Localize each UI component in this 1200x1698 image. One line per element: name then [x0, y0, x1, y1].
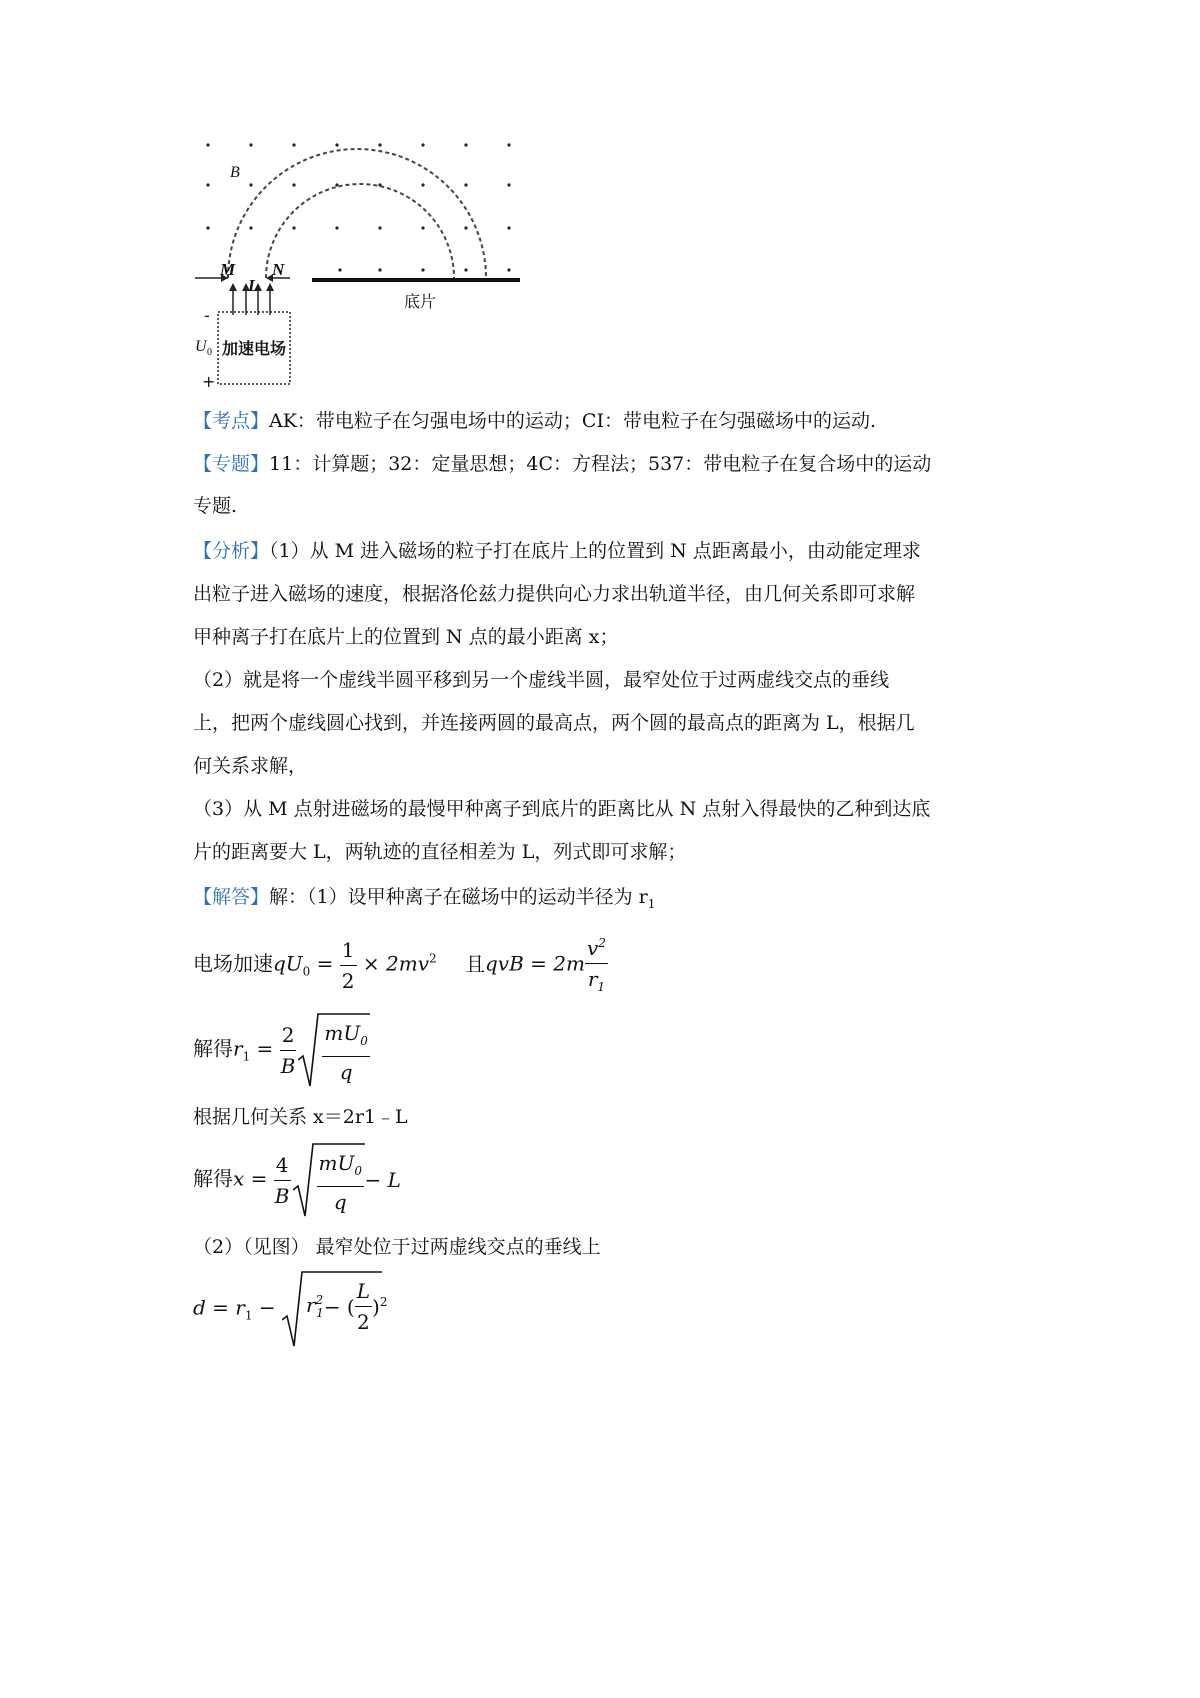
equation-x [193, 1142, 401, 1218]
part2-text: （2）（见图） 最窄处位于过两虚线交点的垂线上 [193, 1236, 601, 1258]
eq1-vnum [585, 928, 608, 964]
label-M: M [220, 260, 236, 279]
eq3-x: x = [233, 1166, 274, 1191]
eq2-den: B [280, 1053, 296, 1078]
eq1-num: 1 [340, 935, 357, 966]
eq2-sqrt-fraction [322, 1018, 369, 1087]
eq4-r-sub: 1 [316, 1306, 324, 1320]
zhuanti-tag: 【专题】 [193, 453, 270, 475]
eq1-fraction [340, 935, 357, 996]
eq2-sqrt [298, 1012, 370, 1088]
label-U0-sub: 0 [207, 347, 212, 358]
eq2-r: r [233, 1036, 243, 1061]
jieda-text-1: 解：（1）设甲种离子在磁场中的运动半径为 r [269, 886, 648, 908]
eq1-vden-sub: 1 [597, 980, 606, 994]
fenxi-text-2: 出粒子进入磁场的速度，根据洛伦兹力提供向心力求出轨道半径，由几何关系即可求解 [193, 583, 916, 605]
eq1-qvb: qvB = 2m [485, 951, 585, 976]
eq1-vnum-sup: 2 [598, 936, 606, 950]
eq2-snum-text: mU [324, 1021, 361, 1045]
eq2-fraction [280, 1020, 297, 1081]
label-film: 底片 [404, 292, 437, 311]
eq1-lhs-sub: 0 [302, 964, 311, 979]
equation-r1 [193, 1012, 370, 1088]
jieda-tag: 【解答】 [193, 886, 270, 908]
fenxi-text-4: （2）就是将一个虚线半圆平移到另一个虚线半圆，最窄处位于过两虚线交点的垂线 [193, 669, 890, 691]
eq4-den: 2 [357, 1310, 370, 1334]
fenxi-line [193, 538, 921, 564]
eq4-r-text: r [305, 1293, 316, 1317]
eq3-den: B [274, 1183, 290, 1208]
eq2-num: 2 [280, 1020, 297, 1051]
geometry-relation: 根据几何关系 x＝2r1﹣L [193, 1106, 408, 1128]
eq4-r-sup: 2 [315, 1293, 324, 1307]
jieda-r1-sub: 1 [647, 897, 656, 911]
fenxi-text-8: 片的距离要大 L，两轨迹的直径相差为 L，列式即可求解； [193, 841, 687, 863]
eq4-num: L [355, 1276, 372, 1307]
magnetic-field-figure [190, 125, 550, 405]
eq2-snum-sub: 0 [360, 1034, 368, 1048]
kaodian-line [193, 408, 876, 434]
fenxi-text-1: （1）从 M 进入磁场的粒子打在底片上的位置到 N 点距离最小，由动能定理求 [269, 540, 921, 562]
label-accel-field: 加速电场 [222, 339, 287, 358]
jieda-line [193, 884, 655, 917]
equation-d [193, 1270, 388, 1348]
eq1-rest: × 2mv [356, 951, 429, 976]
label-B: B [230, 164, 240, 181]
eq4-fraction [355, 1276, 372, 1337]
eq1-vden [585, 964, 608, 1002]
eq4-close [372, 1295, 387, 1319]
fenxi-text-5: 上，把两个虚线圆心找到，并连接两圆的最高点，两个圆的最高点的距离为 L，根据几 [193, 712, 915, 734]
eq3-sden: q [333, 1190, 347, 1214]
eq4-mid: − ( [323, 1294, 355, 1319]
eq4-sqrt [282, 1270, 388, 1348]
eq1-lhs: qU [273, 951, 303, 976]
label-minus: - [204, 306, 210, 325]
kaodian-text: AK：带电粒子在匀强电场中的运动；CI：带电粒子在匀强磁场中的运动. [269, 410, 877, 432]
eq1-vden-text: r [587, 967, 598, 991]
eq3-prefix: 解得 [193, 1166, 233, 1191]
eq3-tail: − L [364, 1168, 401, 1192]
fenxi-text-7: （3）从 M 点射进磁场的最慢甲种离子到底片的距离比从 N 点射入得最快的乙种到达底 [193, 798, 931, 820]
eq4-close-sup: 2 [379, 1294, 388, 1309]
eq4-close-text: ) [372, 1294, 380, 1319]
eq3-sqrt [293, 1142, 365, 1218]
eq1-and: 且 [465, 951, 485, 976]
zhuanti-line [193, 451, 931, 477]
eq3-num: 4 [274, 1150, 291, 1181]
equation-accel [193, 928, 608, 1002]
eq1-equals: = [310, 951, 340, 976]
eq4-minus: − [252, 1295, 282, 1320]
label-U0: U [195, 338, 207, 355]
label-L: L [248, 276, 259, 295]
eq4-d-sub: 1 [244, 1308, 253, 1323]
eq1-prefix: 电场加速 [193, 951, 273, 976]
eq1-v-fraction [585, 928, 608, 1002]
label-N: N [272, 260, 285, 279]
eq2-equals: = [250, 1036, 280, 1061]
eq2-prefix: 解得 [193, 1036, 233, 1061]
eq4-d: d = r [193, 1295, 245, 1320]
fenxi-text-3: 甲种离子打在底片上的位置到 N 点的最小距离 x； [193, 626, 619, 648]
fenxi-text-6: 何关系求解， [193, 755, 308, 777]
zhuanti-text-1: 11：计算题；32：定量思想；4C：方程法；537：带电粒子在复合场中的运动 [269, 453, 932, 475]
zhuanti-text-2: 专题. [193, 495, 238, 517]
kaodian-tag: 【考点】 [193, 410, 270, 432]
fenxi-tag: 【分析】 [193, 540, 270, 562]
label-plus: + [202, 372, 216, 391]
eq1-rest-sup: 2 [429, 951, 437, 966]
eq3-snum-text: mU [318, 1151, 355, 1175]
eq3-snum [317, 1148, 364, 1187]
eq3-sqrt-fraction [317, 1148, 364, 1217]
figure-diagram [190, 125, 550, 405]
eq2-snum [322, 1018, 369, 1057]
eq4-radicand [306, 1276, 388, 1337]
eq3-fraction [274, 1150, 291, 1211]
eq1-vnum-text: v [586, 936, 599, 960]
eq3-snum-sub: 0 [354, 1164, 362, 1178]
eq2-r-sub: 1 [242, 1049, 251, 1064]
eq1-den: 2 [341, 968, 355, 993]
eq4-r [306, 1293, 324, 1320]
eq2-sden: q [339, 1060, 353, 1084]
